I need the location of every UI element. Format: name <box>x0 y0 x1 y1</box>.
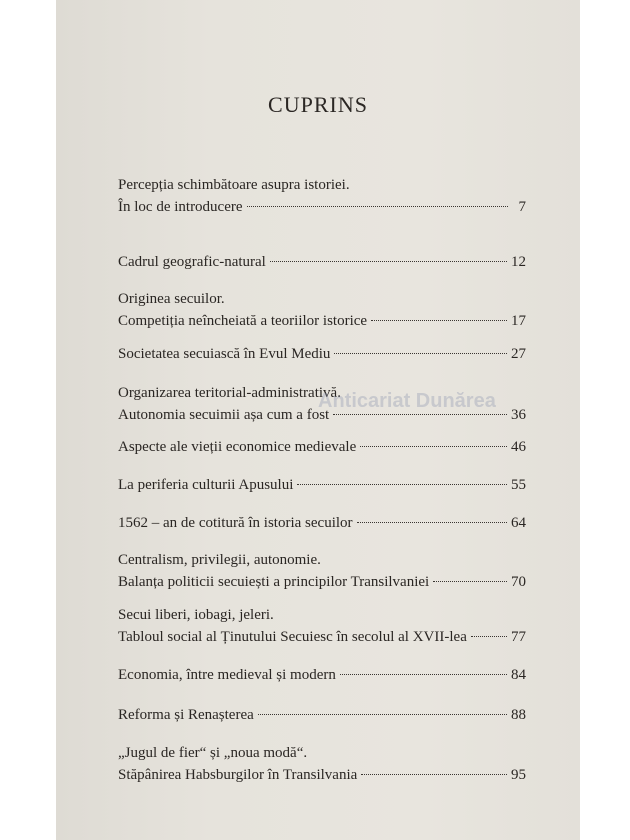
toc-entry <box>118 343 526 365</box>
page-number: 70 <box>511 574 526 590</box>
page-number: 27 <box>511 346 526 362</box>
page-number: 88 <box>511 707 526 723</box>
toc-text: Organizarea teritorial-administrativă. <box>118 385 341 401</box>
toc-text: Reforma și Renașterea <box>118 707 254 723</box>
dot-leader <box>340 674 507 675</box>
toc-text: La periferia culturii Apusului <box>118 477 294 493</box>
toc-text: Aspecte ale vieții economice medievale <box>118 439 357 455</box>
page-title: CUPRINS <box>268 92 368 117</box>
page-number: 55 <box>511 477 526 493</box>
dot-leader <box>333 414 507 415</box>
toc-entry <box>118 664 526 686</box>
toc-line <box>118 626 526 648</box>
toc-text: Cadrul geografic-natural <box>118 254 266 270</box>
toc-text: În loc de introducere <box>118 199 243 215</box>
dot-leader <box>258 714 507 715</box>
toc-text: Percepția schimbătoare asupra istoriei. <box>118 177 350 193</box>
toc-text: Tabloul social al Ținutului Secuiesc în secolul al XVII-lea <box>118 629 467 645</box>
toc-line <box>118 549 526 571</box>
dot-leader <box>247 206 508 207</box>
toc-line <box>118 251 526 273</box>
toc-text: Autonomia secuimii așa cum a fost <box>118 407 330 423</box>
toc-text: 1562 – an de cotitură în istoria secuilor <box>118 515 353 531</box>
toc-line <box>118 512 526 534</box>
toc-line <box>118 310 526 332</box>
page-number: 64 <box>511 515 526 531</box>
toc-entry <box>118 251 526 273</box>
toc-entry <box>118 742 526 786</box>
toc-line <box>118 343 526 365</box>
toc-text: Economia, între medieval și modern <box>118 667 336 683</box>
page-number: 7 <box>518 199 526 215</box>
toc-line <box>118 664 526 686</box>
dot-leader <box>360 446 507 447</box>
toc-text: Societatea secuiască în Evul Mediu <box>118 346 331 362</box>
toc-entry <box>118 604 526 648</box>
toc-entry <box>118 174 526 218</box>
toc-line <box>118 174 526 196</box>
dot-leader <box>357 522 507 523</box>
page-number: 12 <box>511 254 526 270</box>
page-number: 17 <box>511 313 526 329</box>
toc-entry <box>118 436 526 458</box>
toc-line <box>118 571 526 593</box>
dot-leader <box>270 261 507 262</box>
dot-leader <box>297 484 507 485</box>
toc-line <box>118 704 526 726</box>
dot-leader <box>471 636 507 637</box>
page-number: 46 <box>511 439 526 455</box>
page-number: 77 <box>511 629 526 645</box>
toc-line <box>118 474 526 496</box>
dot-leader <box>334 353 507 354</box>
toc-line <box>118 764 526 786</box>
toc-line <box>118 742 526 764</box>
toc-entry <box>118 288 526 332</box>
toc-entry <box>118 512 526 534</box>
toc-entry <box>118 704 526 726</box>
dot-leader <box>371 320 507 321</box>
toc-text: Competiția neîncheiată a teoriilor istorice <box>118 313 368 329</box>
page-number: 84 <box>511 667 526 683</box>
toc-text: Balanța politicii secuiești a principilor Transilvaniei <box>118 574 430 590</box>
dot-leader <box>361 774 507 775</box>
page-number: 95 <box>511 767 526 783</box>
toc-line <box>118 288 526 310</box>
toc-text: Stăpânirea Habsburgilor în Transilvania <box>118 767 358 783</box>
toc-line <box>118 196 526 218</box>
toc-line <box>118 436 526 458</box>
toc-entry <box>118 474 526 496</box>
toc-text: Originea secuilor. <box>118 291 225 307</box>
toc-text: Secui liberi, iobagi, jeleri. <box>118 607 274 623</box>
page-number: 36 <box>511 407 526 423</box>
toc-text: „Jugul de fier“ și „noua modă“. <box>118 745 308 761</box>
toc-line <box>118 604 526 626</box>
dot-leader <box>433 581 507 582</box>
toc-text: Centralism, privilegii, autonomie. <box>118 552 321 568</box>
watermark: Anticariat Dunărea <box>318 390 496 412</box>
book-page <box>56 0 580 840</box>
toc-entry <box>118 549 526 593</box>
